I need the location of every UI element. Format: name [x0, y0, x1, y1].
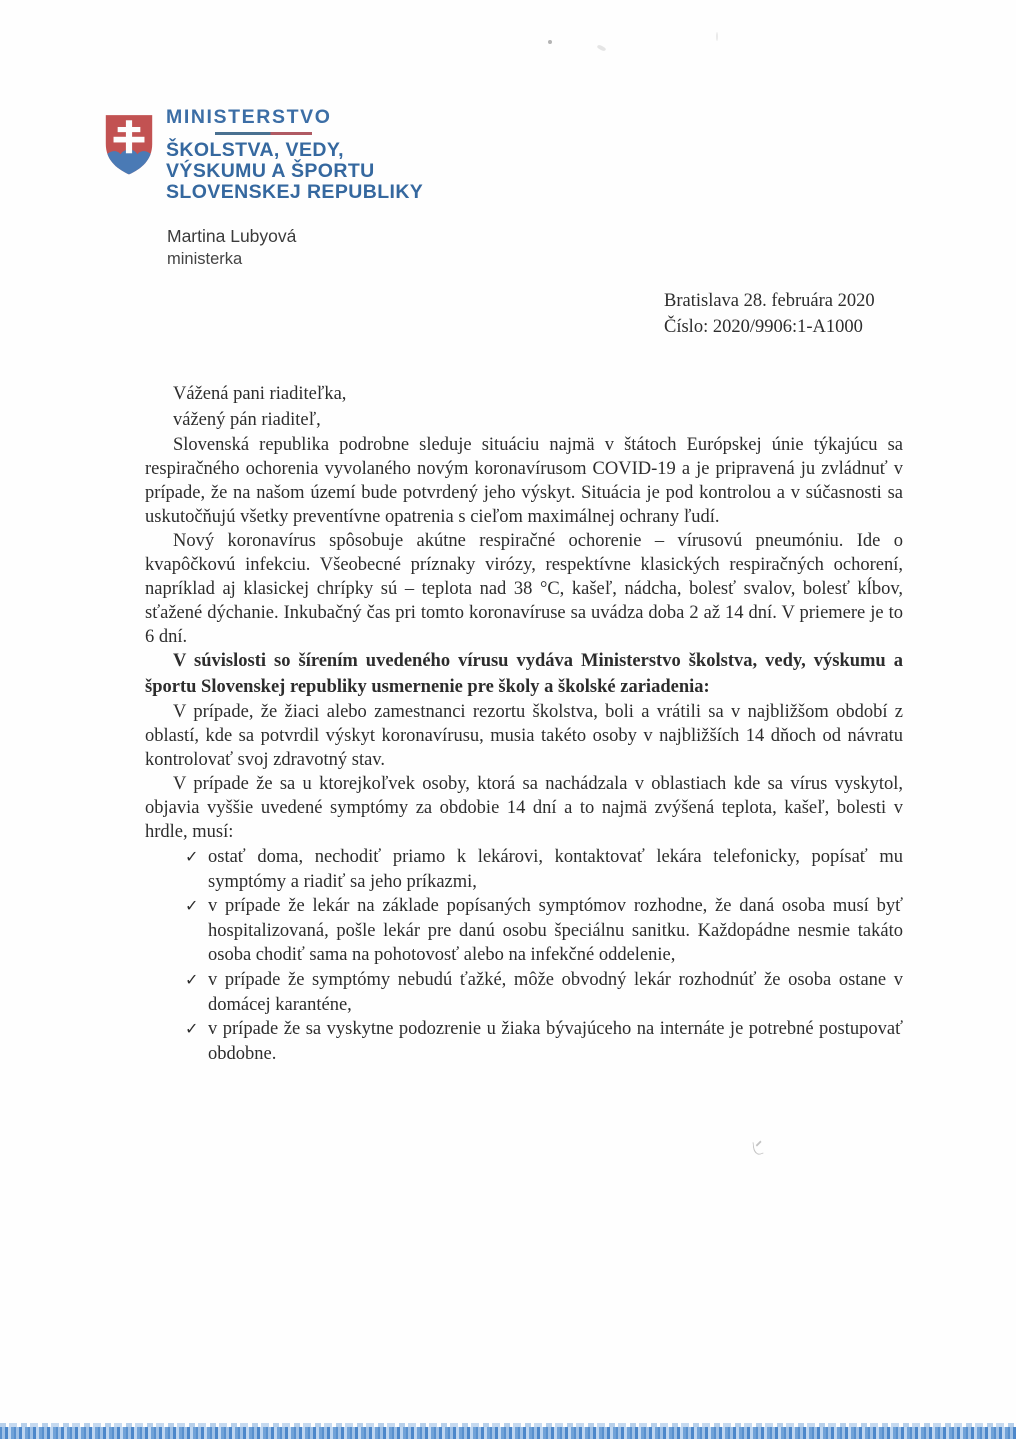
place-and-date: Bratislava 28. februára 2020	[664, 291, 875, 311]
paragraph-symptoms-intro: V prípade že sa u ktorejkoľvek osoby, ktorá sa nachádzala v oblastiach kde sa vírus vyskytol, objavia vyššie uvedené symptómy za obdobie 14 dní a to najmä zvýšená teplota, kašeľ, bolesti v hrdle, musí:	[145, 774, 903, 842]
checklist-item-text: ostať doma, nechodiť priamo k lekárovi, kontaktovať lekára telefonicky, popísať mu symptómy a riadiť sa jeho príkazmi,	[208, 847, 903, 892]
checklist-item	[185, 1017, 903, 1066]
check-icon: ✓	[185, 1019, 199, 1039]
paragraph-situation-overview: Slovenská republika podrobne sleduje situáciu najmä v štátoch Európskej únie týkajúcu sa respiračného ochorenia vyvolaného novým koronavírusom COVID-19 a je pripravená ju zvládnuť v prípade, že na našom území bude potvrdený jeho výskyt. Situácia je pod kontrolou a v súčasnosti sa uskutočňujú všetky preventívne opatrenia s cieľom maximálnej ochrany ľudí.	[145, 435, 903, 527]
paragraph-virus-description: Nový koronavírus spôsobuje akútne respiračné ochorenie – vírusovú pneumóniu. Ide o kvapôčkovú infekciu. Všeobecné príznaky virózy, respektívne klasických respiračných ochorení, napríklad aj klasickej chrípky sú – teplota nad 38 °C, kašeľ, nádcha, bolesť svalov, bolesť kĺbov, sťažené dýchanie. Inkubačný čas pri tomto koronavíruse sa uvádza doba 2 až 14 dní. V priemere je to 6 dní.	[145, 531, 903, 647]
check-icon: ✓	[185, 896, 199, 916]
minister-title: ministerka	[167, 250, 243, 268]
reference-number: Číslo: 2020/9906:1-A1000	[664, 317, 863, 337]
checklist-item-text: v prípade že sa vyskytne podozrenie u žiaka bývajúceho na internáte je potrebné postupovať obdobne.	[208, 1019, 903, 1064]
salutation-line2: vážený pán riaditeľ,	[173, 409, 321, 430]
letter-meta	[664, 288, 875, 340]
ministry-name-line2: ŠKOLSTVA, VEDY,	[166, 139, 344, 161]
ministry-underline-accent	[215, 132, 312, 135]
paragraph-returnees-monitoring: V prípade, že žiaci alebo zamestnanci rezortu školstva, boli a vrátili sa v najbližšom období z oblastí, kde sa potvrdil výskyt koronavírusu, musia takéto osoby v najbližších 14 dňoch od návratu kontrolovať svoj zdravotný stav.	[145, 702, 903, 770]
slovak-coat-of-arms-icon	[100, 111, 158, 177]
scan-edge-band	[0, 1427, 1016, 1439]
salutation	[173, 382, 903, 433]
ministry-logo	[100, 111, 158, 177]
ministry-name-line1: MINISTERSTVO	[166, 106, 332, 128]
salutation-line1: Vážená pani riaditeľka,	[173, 384, 347, 404]
scan-speck	[548, 40, 552, 44]
minister-name: Martina Lubyová	[167, 226, 297, 246]
letter-body	[145, 382, 903, 1066]
checklist-item	[185, 968, 903, 1017]
bold-statement-guidance: V súvislosti so šírením uvedeného vírusu vydáva Ministerstvo školstva, vedy, výskumu a športu Slovenskej republiky usmernenie pre školy a školské zariadenia:	[145, 651, 903, 697]
checklist-item-text: v prípade že lekár na základe popísaných symptómov rozhodne, že daná osoba musí byť hospitalizovaná, pošle lekár pre danú osobu špeciálnu sanitku. Každopádne nesmie takáto osoba chodiť sama na pohotovosť alebo na infekčné oddelenie,	[208, 896, 903, 966]
checklist-item-text: v prípade že symptómy nebudú ťažké, môže obvodný lekár rozhodnúť že osoba ostane v domácej karanténe,	[208, 969, 903, 1015]
ministry-name	[166, 106, 423, 203]
scan-speck	[716, 32, 718, 41]
ministry-name-line3: VÝSKUMU A ŠPORTU	[166, 160, 375, 182]
minister-signature-block	[167, 226, 296, 269]
check-icon: ✓	[185, 969, 199, 989]
checklist-item	[185, 845, 903, 894]
scan-speck	[597, 44, 607, 51]
instructions-checklist	[185, 845, 903, 1066]
checklist-item	[185, 894, 903, 968]
ministry-name-line4: SLOVENSKEJ REPUBLIKY	[166, 181, 424, 203]
check-icon: ✓	[185, 847, 199, 866]
scan-artifact	[752, 1139, 763, 1156]
